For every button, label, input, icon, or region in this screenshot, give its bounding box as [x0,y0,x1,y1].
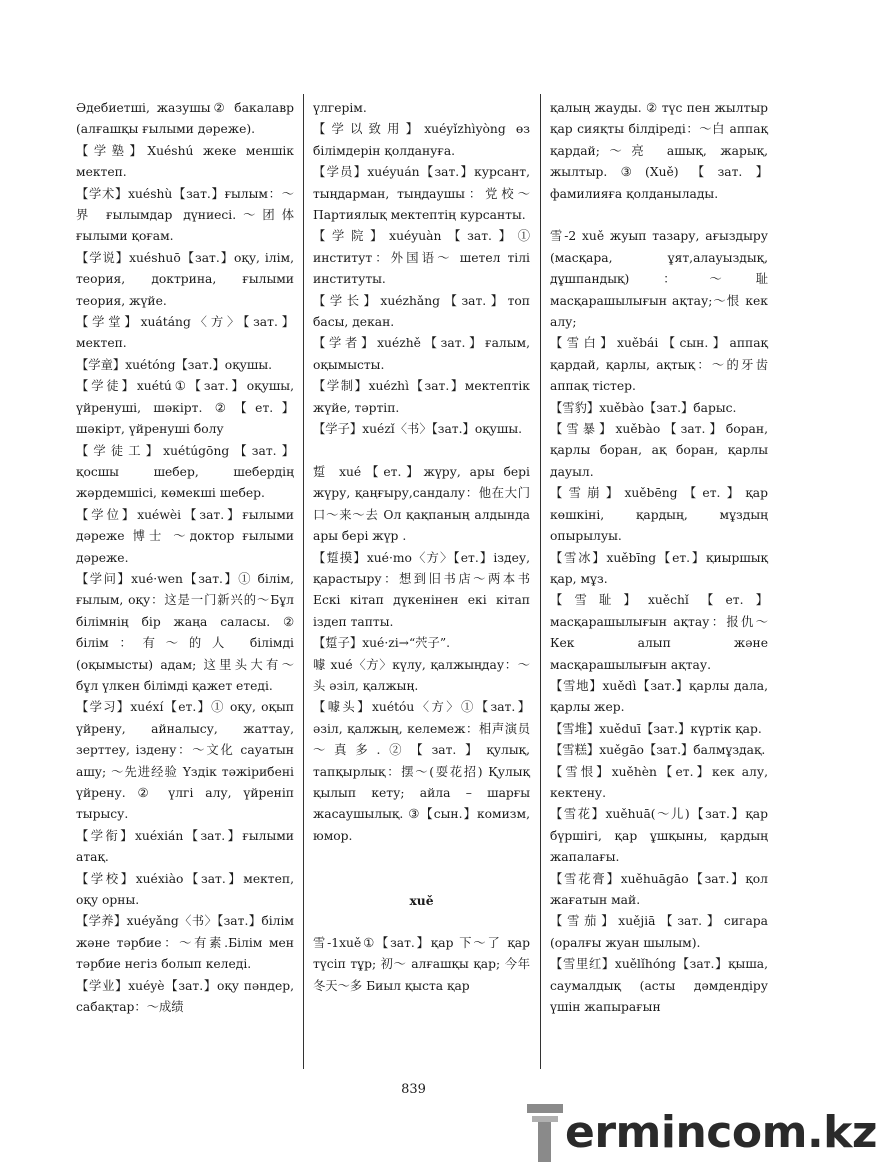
dictionary-entry: 【学员】xuéyuán【зат.】курсант, тыңдарман, тыңдаушы：党校～Партиялық мектептің курсанты. [313,165,530,223]
dictionary-entry: 【雪恨】xuěhèn【ет.】кек алу, кектену. [550,764,768,800]
dictionary-entry: 【学位】xuéwèi【зат.】ғылыми дәреже 博士 ～доктор ғылыми дәреже. [76,507,294,565]
dictionary-entry: 【雪白】xuěbái【сын.】аппақ қардай, қарлы, ақтық：～的牙齿 аппақ тістер. [550,336,768,394]
dictionary-entry: 雪-1xuě①【зат.】қар 下～了 қар түсіп тұр; 初～ алғашқы қар; 今年冬天～多 Биыл қыста қар [313,935,530,993]
dictionary-entry: 【雪花膏】xuěhuāgāo【зат.】қол жағатын май. [550,871,768,908]
dictionary-entry: 【学以致用】xuéyǐzhìyòng өз білімдерін қолдануға. [313,122,530,158]
page-number: 839 [401,1082,426,1097]
dictionary-entry: 【学校】xuéxiào【зат.】мектеп, оқу орны. [76,871,294,908]
dictionary-entry: үлгерім. [313,101,367,115]
dictionary-entry: 【学衔】xuéxián【зат.】ғылыми атақ. [76,828,294,865]
dictionary-entry: 【学堂】xuátáng〈方〉【зат.】мектеп. [76,315,294,351]
dictionary-entry: 【雪糕】xuěgāo【зат.】балмұздақ. [550,743,766,758]
dictionary-entry: 【噱头】xuétóu〈方〉①【зат.】әзіл, қалжың, келемеж：相声演员～真多.②【зат.】қулық, тапқырлық：摆～(耍花招) Қулық қылып кету; айла – шарғы жасаушылық. ③【сын.】комизм, юмор. [313,700,530,843]
spacer [313,869,530,890]
dictionary-entry: 【学徒工】xuétúgōng【зат.】қосшы шебер, шебердің жәрдемшісі, көмекші шебер. [76,443,294,501]
spacer [550,205,768,226]
dictionary-entry: 【学习】xuéxí【ет.】① оқу, оқып үйрену, айналысу, жаттау, зерттеу, ізденy：～文化 сауатын ашу; ～先进经验 Үздік тәжірибені үйрену. ② үлгі алу, үйреніп тырысу. [76,700,294,822]
termincom-logo [527,1100,877,1166]
dictionary-entry: 【雪豹】xuěbào【зат.】барыс. [550,400,737,415]
dictionary-entry: 【学养】xuéyǎng〈书〉【зат.】білім және тәрбие：～有素.Білім мен тәрбие негіз болып келеді. [76,914,294,972]
dictionary-entry: 【学说】xuéshuō【зат.】оқу, ілім, теория, доктрина, ғылыми теория, жүйе. [76,250,294,308]
column-divider-2 [540,94,541,1069]
dictionary-entry: 踅 xué【ет.】жүру, ары бері жүру, қаңғыру,сандалу：他在大门口～来～去 Ол қақпаның алдында ары бері жүр . [313,464,530,544]
dictionary-entry: қалың жауды. ② түс пен жылтыр қар сияқты білдіреді：～白 аппақ қардай;～亮 ашық, жарық, жылтыр.③(Xuě)【зат.】фамилияға қолданылады. [550,101,768,201]
dictionary-entry: 【踅摸】xué·mo〈方〉【ет.】іздеу, қарастыру：想到旧书店～两本书 Ескі кітап дүкенінен екі кітап іздеп тапты. [313,550,530,629]
logo-t-icon [527,1104,563,1162]
dictionary-entry: 【学子】xuézǐ〈书〉【зат.】оқушы. [313,422,523,437]
dictionary-entry: 【雪冰】xuěbīng【ет.】қиыршық қар, мұз. [550,550,768,586]
spacer [313,847,530,868]
dictionary-entry: 【学塾】Xuéshú жеке меншік мектеп. [76,143,294,180]
column-1 [76,98,294,1073]
dictionary-entry: Әдебиетші, жазушы② бакалавр (алғашқы ғылыми дәреже). [76,101,294,137]
dictionary-entry: 【学院】xuéyuàn【зат.】① институт：外国语～ шетел тілі институты. [313,229,530,287]
dictionary-entry: 【学童】xuétóng【зат.】оқушы. [76,357,273,372]
dictionary-entry: 噱 xué〈方〉күлу, қалжыңдау：～头 әзіл, қалжың. [313,657,530,693]
spacer [313,441,530,462]
dictionary-entry: 【学长】xuézhǎng【зат.】топ басы, декан. [313,293,530,330]
dictionary-entry: 【学徒】xuétú①【зат.】оқушы, үйренуші, шәкірт. ②【ет.】шәкірт, үйренуші болу [76,379,294,437]
dictionary-entry: 雪-2 xuě жуып тазару, ағыздыру (масқара, ұят,алауыздық, дұшпандық)：～耻 масқарашылығын ақтау;～恨 кек алу; [550,229,768,330]
dictionary-entry: 【雪耻】xuěchǐ【ет.】масқарашылығын ақтау：报仇～ Кек алып және масқарашылығын ақтау. [550,593,768,672]
dictionary-entry: 【学制】xuézhì【зат.】мектептік жүйе, тәртіп. [313,379,530,415]
logo-text: ermincom.kz [565,1107,877,1158]
dictionary-entry: 【学者】xuézhě【зат.】ғалым, оқымысты. [313,336,530,372]
dictionary-entry: 【学问】xué·wen【зат.】① білім, ғылым, оқу：这是一门新兴的～Бұл білімнің бір жаңа саласы. ② білім：有～的人 білімді (оқымысты) адам; 这里头大有～ бұл үлкен білімді қажет етеді. [76,571,294,693]
dictionary-entry: 【雪地】xuědì【зат.】қарлы дала, қарлы жер. [550,678,768,715]
column-2 [313,98,530,1073]
column-divider-1 [303,94,304,1069]
dictionary-entry: 【雪里红】xuělǐhóng【зат.】қыша, саумалдық (асты дәмдендіру үшін жапырағын [550,957,768,1015]
section-heading: xuě [409,892,434,908]
dictionary-entry: 【学业】xuéyè【зат.】оқу пәндер, сабақтар：～成绩 [76,978,294,1015]
dictionary-entry: 【雪花】xuěhuā(～儿)【зат.】қар бүршігі, қар ұшқыны, қардың жапалағы. [550,807,768,865]
dictionary-entry: 【雪堆】xuěduī【зат.】күртік қар. [550,721,762,736]
spacer [313,911,530,932]
dictionary-entry: 【雪茄】xuějiā【зат.】сигара (оралғы жуан шылым). [550,914,768,950]
dictionary-entry: 【雪崩】xuěbēng【ет.】қар көшкіні, қардың, мұздың опырылуы. [550,486,768,544]
dictionary-entry: 【踅子】xué·zi→“茓子”. [313,636,451,651]
dictionary-entry: 【雪暴】xuěbào【зат.】боран, қарлы боран, ақ боран, қарлы дауыл. [550,422,768,479]
column-3 [550,98,768,1073]
dictionary-entry: 【学术】xuéshù【зат.】ғылым：～界 ғылымдар дүниесі.～团体 ғылыми қоғам. [76,186,294,244]
